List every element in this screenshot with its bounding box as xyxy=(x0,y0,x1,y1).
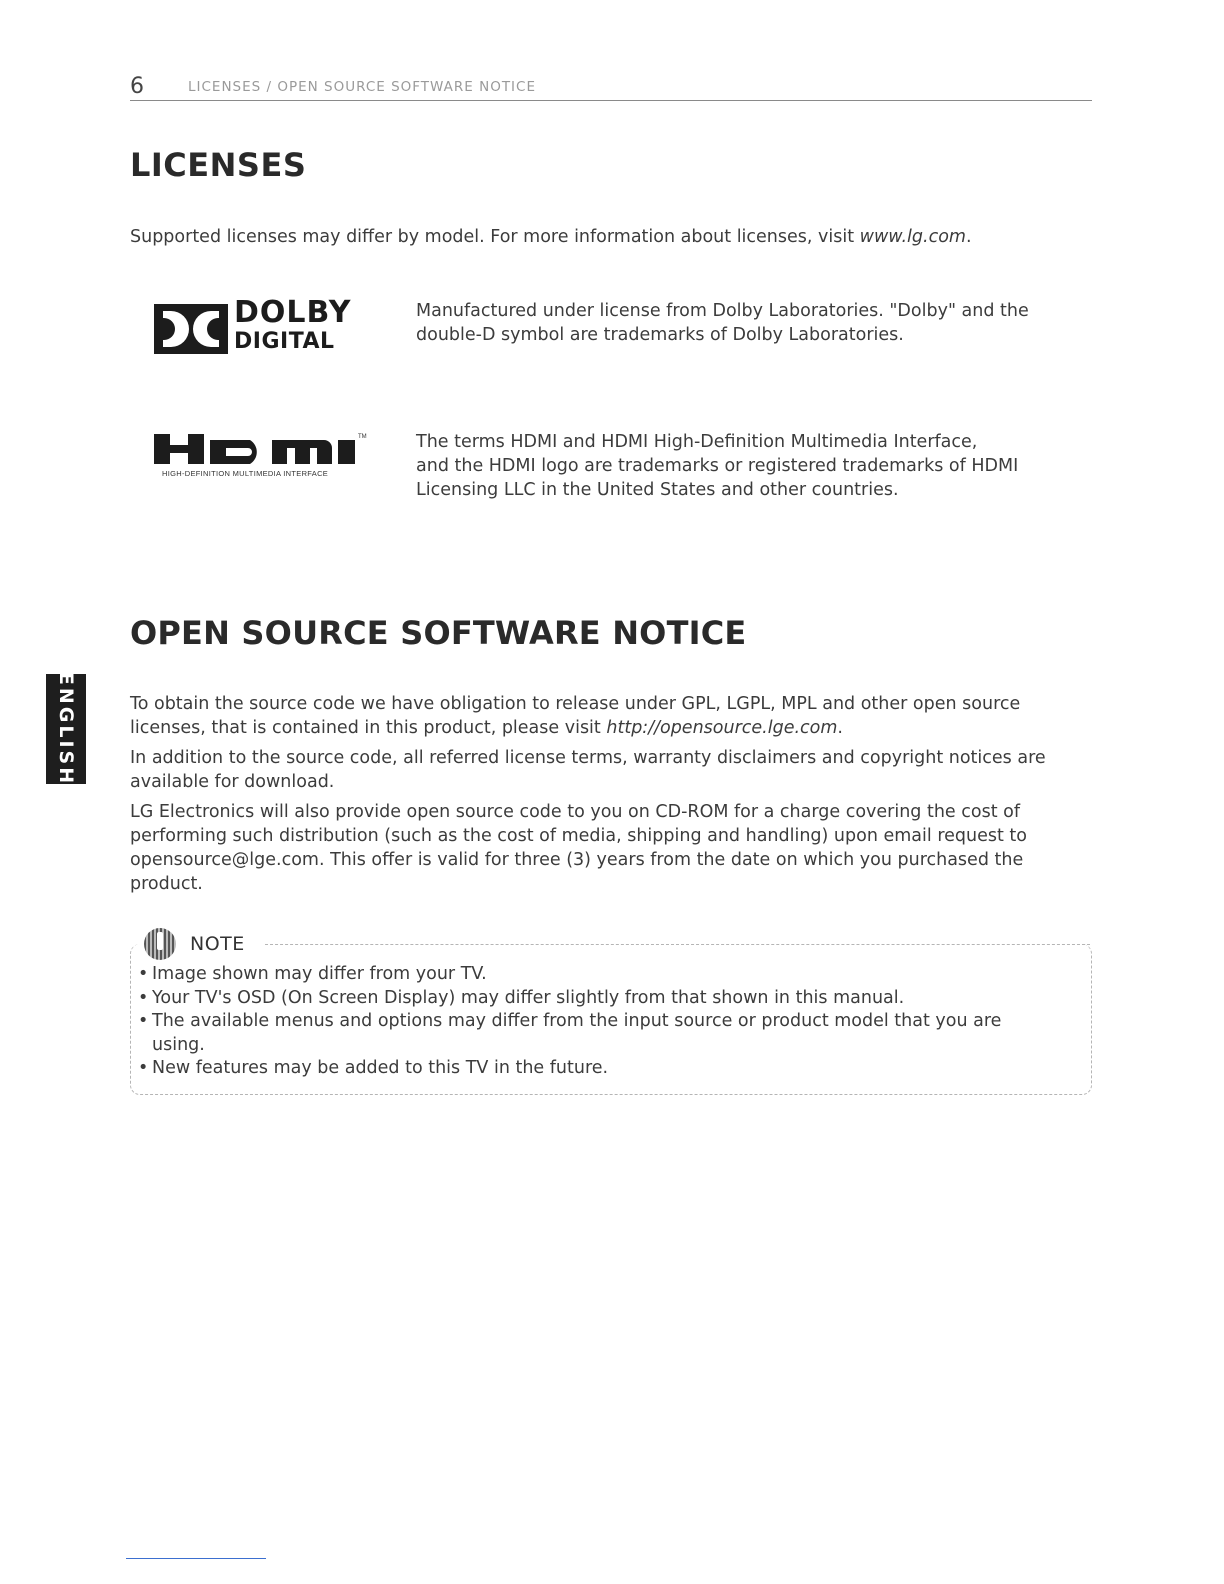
page-number: 6 xyxy=(130,74,144,99)
hdmi-logo-sub: HIGH-DEFINITION MULTIMEDIA INTERFACE xyxy=(162,469,329,478)
note-list xyxy=(138,963,1001,1081)
language-side-tab xyxy=(46,671,86,787)
licenses-heading: LICENSES xyxy=(130,146,307,184)
page-header xyxy=(130,74,1092,101)
footer-rule xyxy=(126,1558,266,1559)
dolby-digital-logo xyxy=(154,295,354,358)
note-item: • New features may be added to this TV in the future. xyxy=(138,1057,1001,1081)
oss-heading: OPEN SOURCE SOFTWARE NOTICE xyxy=(130,614,747,652)
hdmi-logo xyxy=(150,430,375,480)
note-label: NOTE xyxy=(190,933,245,955)
note-info-icon xyxy=(144,928,176,960)
licenses-intro: Supported licenses may differ by model. For more information about licenses, visit www.lg.com. xyxy=(130,227,972,247)
dolby-license-text: Manufactured under license from Dolby Laboratories. "Dolby" and the double-D symbol are trademarks of Dolby Laboratories. xyxy=(416,301,1029,345)
svg-text:TM: TM xyxy=(358,434,367,440)
oss-paragraph-2: In addition to the source code, all referred license terms, warranty disclaimers and copyright notices are available for download. xyxy=(130,748,1046,792)
lg-website-link[interactable]: www.lg.com xyxy=(859,227,966,247)
hdmi-wordmark-icon xyxy=(150,430,375,468)
double-d-icon xyxy=(154,304,228,354)
note-header xyxy=(144,928,264,960)
dolby-logo-sub: DIGITAL xyxy=(234,329,335,354)
note-item: • Your TV's OSD (On Screen Display) may differ slightly from that shown in this manual. xyxy=(138,987,1001,1011)
running-head: LICENSES / OPEN SOURCE SOFTWARE NOTICE xyxy=(188,79,536,95)
note-item: • The available menus and options may differ from the input source or product model that you are xyxy=(138,1010,1001,1034)
hdmi-license-text: The terms HDMI and HDMI High-Definition Multimedia Interface, and the HDMI logo are trademarks or registered trademarks of HDMI Licensing LLC in the United States and other countries. xyxy=(416,432,1019,500)
note-item-continuation: using. xyxy=(152,1034,205,1055)
note-divider xyxy=(260,944,1090,945)
note-item: • Image shown may differ from your TV. xyxy=(138,963,1001,987)
oss-paragraph-3: LG Electronics will also provide open source code to you on CD-ROM for a charge covering the cost of performing such distribution (such as the cost of media, shipping and handling) upon email request to opensource@lge.com. This offer is valid for three (3) years from the date on which you purchased the product. xyxy=(130,802,1027,894)
opensource-link[interactable]: http://opensource.lge.com xyxy=(606,718,838,738)
oss-paragraph-1: To obtain the source code we have obligation to release under GPL, LGPL, MPL and other open source licenses, that is contained in this product, please visit http://opensource.lge.com. xyxy=(130,694,1021,738)
dolby-logo-word: DOLBY xyxy=(234,295,352,330)
language-label: ENGLISH xyxy=(55,671,77,787)
